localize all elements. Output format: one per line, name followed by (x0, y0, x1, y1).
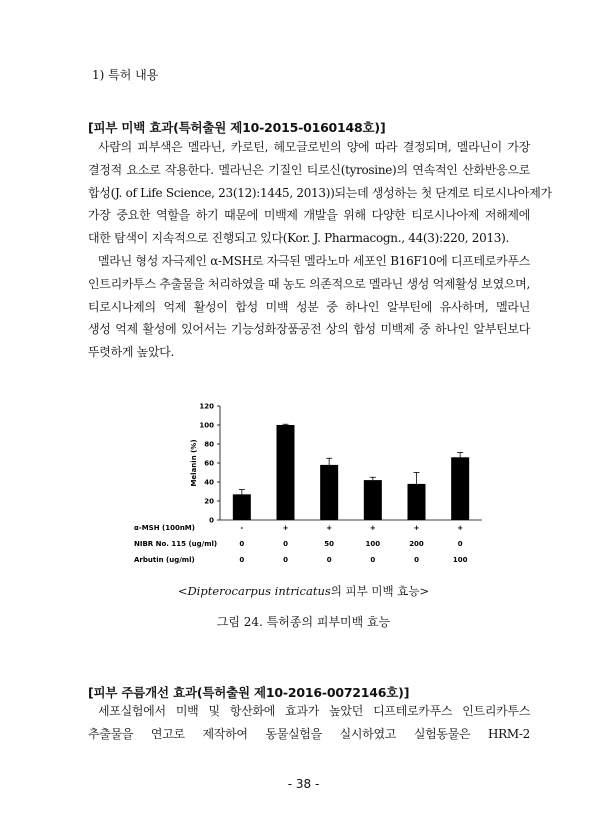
treatment-value: 100 (452, 556, 468, 564)
paragraph-line: 사람의 피부색은 멜라닌, 카로틴, 헤모글로빈의 양에 따라 결정되며, 멜라닌이 가장 (98, 140, 530, 154)
treatment-value: 0 (414, 556, 419, 564)
treatment-row-label: α-MSH (100nM) (134, 524, 195, 532)
treatment-value: 0 (326, 556, 332, 564)
paragraph-line: 합성(J. of Life Science, 23(12):1445, 2013))되는데 생성하는 첫 단계로 티로시나아제가 (88, 185, 552, 200)
treatment-value: 100 (365, 540, 381, 548)
paragraph-line: 멜라닌 형성 자극제인 α-MSH로 자극된 멜라노마 세포인 B16F10에 디프테로카푸스 (98, 254, 530, 268)
treatment-value: 0 (370, 556, 376, 564)
treatment-value: - (240, 524, 244, 532)
paragraph-line: 추출물을 연고로 제작하여 동물실험을 실시하였고 실험동물은 HRM-2 (88, 726, 530, 741)
paragraph-line: 생성 억제 활성에 있어서는 기능성화장품공전 상의 합성 미백제 중 하나인 알부틴보다 (88, 322, 530, 337)
bar (408, 484, 426, 520)
treatment-value: + (282, 524, 289, 532)
caption-close-bracket: > (419, 584, 430, 598)
caption-open-bracket: < (177, 584, 188, 598)
y-axis-label: Melanin (%) (190, 439, 198, 487)
treatment-value: 0 (239, 540, 245, 548)
page-number: - 38 - (287, 777, 320, 791)
figure-subcaption (0, 583, 607, 599)
treatment-value: + (413, 524, 420, 532)
treatment-row-label: NIBR No. 115 (ug/ml) (134, 540, 218, 548)
paragraph-line: 세포실험에서 미백 및 항산화에 효과가 높았던 디프테로카푸스 인트리카투스 (98, 704, 530, 718)
treatment-value: 0 (457, 540, 463, 548)
treatment-value: + (457, 524, 464, 532)
melanin-bar-chart (120, 396, 490, 576)
treatment-value: 50 (324, 540, 335, 548)
y-tick-label: 80 (204, 440, 214, 449)
y-tick-label: 60 (204, 459, 214, 468)
bar (364, 480, 382, 520)
y-tick-label: 40 (204, 478, 214, 487)
figure-caption: 그림 24. 특허종의 피부미백 효능 (216, 615, 391, 629)
species-name: Dipterocarpus intricatus (187, 584, 331, 598)
treatment-value: 0 (283, 556, 288, 564)
bar (233, 494, 251, 520)
paragraph-line: 대한 탐색이 지속적으로 진행되고 있다(Kor. J. Pharmacogn., 44(3):220, 2013). (88, 231, 510, 246)
bar (320, 465, 338, 520)
paragraph-experiment-result (88, 250, 530, 364)
treatment-value: 200 (409, 540, 424, 548)
treatment-value: 0 (239, 556, 245, 564)
y-tick-label: 100 (199, 421, 214, 430)
section-number: 1) 특허 내용 (92, 68, 159, 82)
paragraph-wrinkle-intro (88, 700, 530, 746)
treatment-value: 0 (283, 540, 288, 548)
caption-rest: 의 피부 미백 효능 (330, 584, 420, 598)
bar (451, 457, 469, 520)
paragraph-line: 티로시나제의 억제 활성이 합성 미백 성분 중 하나인 알부틴에 유사하며, 멜라닌 (88, 299, 530, 314)
paragraph-melanin-intro (88, 136, 552, 250)
bar (277, 425, 295, 520)
y-tick-label: 0 (209, 516, 214, 525)
treatment-value: + (369, 524, 376, 532)
paragraph-line: 결정적 요소로 작용한다. 멜라닌은 기질인 티로신(tyrosine)의 연속적인 산화반응으로 (88, 162, 530, 177)
treatment-value: + (326, 524, 333, 532)
section-heading-whitening: [피부 미백 효과(특허출원 제10-2015-0160148호)] (88, 120, 386, 135)
section-heading-wrinkle: [피부 주름개선 효과(특허출원 제10-2016-0072146호)] (88, 685, 410, 700)
paragraph-line: 뚜렷하게 높았다. (88, 345, 175, 360)
treatment-row-label: Arbutin (ug/ml) (134, 556, 195, 564)
paragraph-line: 가장 중요한 역할을 하기 때문에 미백제 개발을 위해 다양한 티로시나아제 저해제에 (88, 208, 530, 223)
y-tick-label: 20 (204, 497, 214, 506)
paragraph-line: 인트리카투스 추출물을 처리하였을 때 농도 의존적으로 멜라닌 생성 억제활성 보였으며, (88, 276, 530, 291)
y-tick-label: 120 (199, 402, 214, 411)
